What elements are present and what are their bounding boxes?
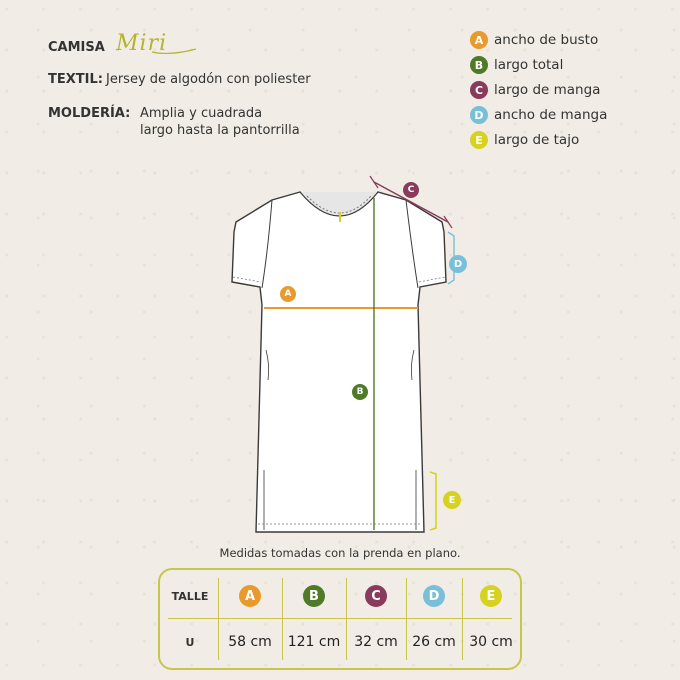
product-label: CAMISA	[48, 40, 105, 55]
size-table	[158, 568, 522, 670]
marker-e: E	[448, 494, 456, 506]
legend-label-b: largo total	[494, 57, 564, 73]
legend-badge-b: B	[470, 56, 488, 74]
table-badge-a: A	[239, 585, 261, 607]
pattern-line-2: largo hasta la pantorrilla	[140, 123, 300, 138]
legend-badge-d: D	[470, 106, 488, 124]
table-cell-c: 32 cm	[354, 634, 398, 650]
legend-label-c: largo de manga	[494, 82, 601, 98]
measure-line-e	[430, 472, 436, 530]
table-cell-size: U	[185, 635, 195, 649]
pattern-line-1: Amplia y cuadrada	[140, 106, 263, 121]
table-cell-e: 30 cm	[469, 634, 513, 650]
table-header-b	[282, 582, 346, 610]
table-header-a	[218, 582, 282, 610]
table-header-c	[346, 582, 406, 610]
legend-label-d: ancho de manga	[494, 107, 608, 123]
table-cell-a: 58 cm	[228, 634, 272, 650]
marker-b: B	[356, 387, 364, 397]
brand-logo: Miri	[116, 31, 168, 56]
legend-badge-a: A	[470, 31, 488, 49]
table-cell-b: 121 cm	[287, 634, 341, 650]
table-badge-b: B	[303, 585, 325, 607]
table-header-d	[406, 582, 462, 610]
legend-label-a: ancho de busto	[494, 32, 599, 48]
marker-d: D	[453, 258, 463, 270]
measurement-caption: Medidas tomadas con la prenda en plano.	[219, 546, 461, 560]
table-cell-d: 26 cm	[412, 634, 456, 650]
pattern-label: MOLDERÍA:	[48, 106, 131, 121]
textile-label: TEXTIL:	[48, 72, 103, 87]
table-badge-c: C	[365, 585, 387, 607]
legend-label-e: largo de tajo	[494, 132, 580, 148]
table-header-size: TALLE	[171, 589, 209, 603]
marker-a: A	[284, 289, 292, 299]
marker-c: C	[407, 185, 415, 195]
legend-badge-e: E	[470, 131, 488, 149]
table-badge-d: D	[423, 585, 445, 607]
table-header-e	[462, 582, 520, 610]
textile-value: Jersey de algodón con poliester	[106, 72, 311, 87]
legend-badge-c: C	[470, 81, 488, 99]
table-badge-e: E	[480, 585, 502, 607]
